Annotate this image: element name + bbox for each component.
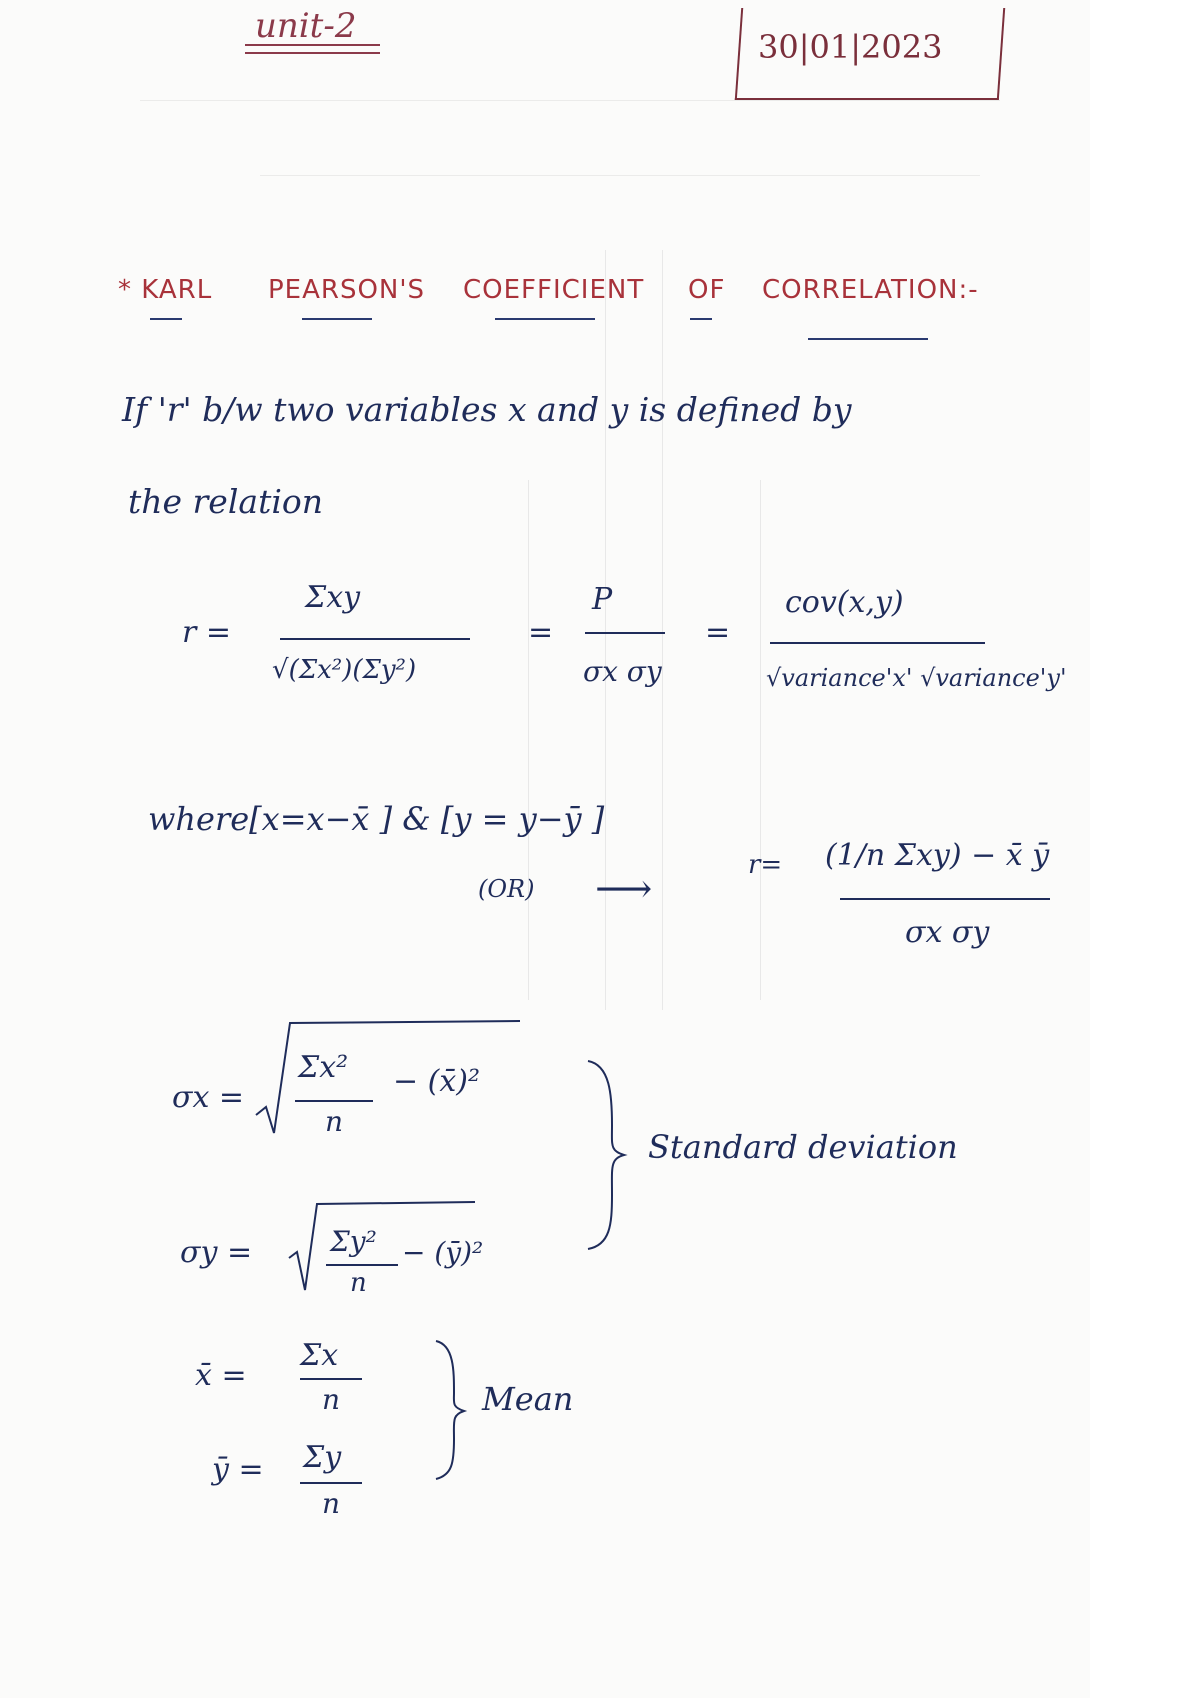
title-trail: :- [958, 275, 979, 305]
title-underline [690, 318, 712, 320]
title-word-of: OF [688, 275, 726, 305]
show-through-line [260, 175, 980, 176]
where-definition: where[x=x−x̄ ] & [y = y−ȳ ] [148, 800, 605, 838]
sum-x2: Σx² [298, 1050, 349, 1085]
fraction-bar [300, 1378, 362, 1380]
fraction-bar [770, 642, 985, 644]
mean-label: Mean [482, 1380, 574, 1418]
fraction-bar [840, 898, 1050, 900]
unit-underline [245, 44, 380, 54]
title-star-karl [118, 275, 212, 305]
title-correlation-text: CORRELATION [762, 275, 959, 305]
right-brace-icon [430, 1335, 480, 1485]
or-label: (OR) [478, 875, 535, 903]
y-bar-squared: − (ȳ)² [402, 1236, 484, 1269]
show-through-vline [760, 480, 761, 1000]
p-numerator: P [592, 582, 613, 617]
title-word-correlation [762, 275, 979, 305]
sum-y2: Σy² [330, 1225, 377, 1258]
fraction-bar [300, 1482, 362, 1484]
sum-xy-numerator: Σxy [305, 580, 361, 615]
title-underline [302, 318, 372, 320]
title-underline [150, 318, 182, 320]
cov-numerator: cov(x,y) [785, 585, 904, 620]
fraction-bar [326, 1264, 398, 1266]
fraction-bar [585, 632, 665, 634]
equals-sign: = [705, 615, 731, 650]
unit-label: unit-2 [255, 6, 357, 46]
sigma-y-lhs: σy = [180, 1235, 253, 1270]
standard-deviation-label: Standard deviation [648, 1128, 958, 1166]
sigma-x-lhs: σx = [172, 1080, 245, 1115]
page-margin [1090, 0, 1200, 1698]
show-through-vline [528, 480, 529, 1000]
sigma-xy-denominator: σx σy [583, 655, 662, 688]
alt-numerator: (1/n Σxy) − x̄ ȳ [825, 838, 1050, 873]
n-denominator: n [350, 1268, 367, 1298]
x-bar-lhs: x̄ = [195, 1358, 247, 1393]
r-equals: r = [182, 615, 232, 650]
title-word-coefficient: COEFFICIENT [463, 275, 645, 305]
date-text: 30|01|2023 [758, 28, 943, 66]
intro-line-2: the relation [128, 482, 324, 521]
title-underline [495, 318, 595, 320]
equals-sign: = [528, 615, 554, 650]
title-star: * [118, 275, 132, 305]
show-through-vline [662, 250, 663, 1010]
title-word-karl: KARL [141, 275, 213, 305]
r-equals-alt: r= [748, 850, 783, 880]
alt-denominator: σx σy [905, 915, 990, 950]
sqrt-denominator: √(Σx²)(Σy²) [272, 655, 417, 685]
n-denominator: n [322, 1383, 341, 1416]
sum-x: Σx [300, 1338, 339, 1373]
right-brace-icon [580, 1055, 640, 1255]
fraction-bar [295, 1100, 373, 1102]
title-word-pearsons: PEARSON'S [268, 275, 426, 305]
x-bar-squared: − (x̄)² [393, 1064, 481, 1099]
y-bar-lhs: ȳ = [212, 1452, 264, 1487]
show-through-line [140, 100, 1000, 101]
arrow-icon: ⟶ [595, 866, 653, 912]
n-denominator: n [322, 1487, 341, 1520]
intro-line-1: If 'r' b/w two variables x and y is defined by [122, 390, 852, 429]
fraction-bar [280, 638, 470, 640]
n-denominator: n [325, 1105, 344, 1138]
sum-y: Σy [303, 1440, 342, 1475]
title-underline [808, 338, 928, 340]
variance-denominator: √variance'x' √variance'y' [766, 664, 1067, 692]
